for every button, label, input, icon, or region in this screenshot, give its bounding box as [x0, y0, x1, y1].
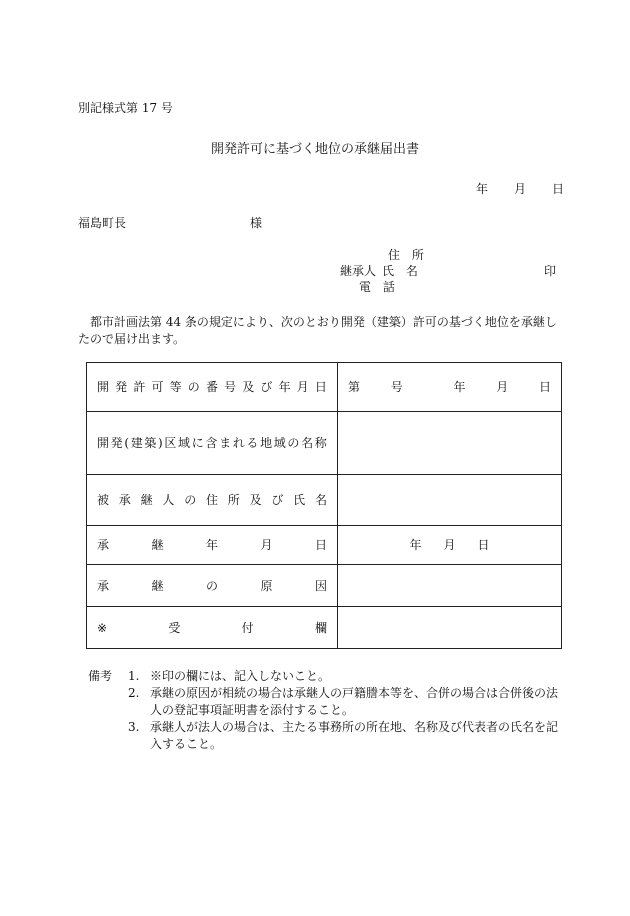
addressee-honorific: 様: [250, 216, 263, 230]
successor-role-label: 継承人: [340, 264, 377, 278]
notes-list: [128, 668, 564, 753]
row-label-permit-number: 開 発 許 可 等 の 番 号 及 び 年 月 日: [87, 363, 338, 412]
addressee: [78, 216, 263, 230]
permit-no-prefix: 第: [348, 380, 361, 394]
row-value-succession-date[interactable]: [338, 526, 562, 565]
row-label-area-name: 開 発 ( 建 築 ) 区 域 に 含 ま れ る 地 域 の 名 称: [87, 412, 338, 475]
form-table: [86, 362, 562, 649]
row-value-reception: [338, 607, 562, 649]
date-day-label: 日: [552, 182, 565, 196]
note-item: [128, 668, 564, 685]
row-value-permit-number[interactable]: [338, 363, 562, 412]
row-value-predecessor[interactable]: [338, 475, 562, 526]
successor-address-label: 住 所: [388, 248, 428, 262]
seal-mark: 印: [544, 264, 557, 278]
successor-phone-label: 電 話: [359, 280, 399, 294]
table-row: [87, 565, 562, 607]
permit-year-label: 年: [453, 380, 466, 394]
table-row: [87, 526, 562, 565]
succession-day-label: 日: [477, 538, 490, 552]
row-value-succession-cause[interactable]: [338, 565, 562, 607]
note-item: [128, 719, 564, 753]
notes-heading: 備考: [88, 669, 113, 683]
statement-text: 都市計画法第 44 条の規定により、次のとおり開発（建築）許可の基づく地位を承継したので届け出ます。: [78, 315, 557, 346]
row-label-succession-cause: 承 継 の 原 因: [87, 565, 338, 607]
table-row: [87, 607, 562, 649]
note-number: 2.: [128, 686, 140, 700]
row-label-predecessor: 被 承 継 人 の 住 所 及 び 氏 名: [87, 475, 338, 526]
date-month-label: 月: [514, 182, 527, 196]
note-text: 承継の原因が相続の場合は承継人の戸籍謄本等を、合併の場合は合併後の法人の登記事項証明書を添付すること。: [150, 686, 559, 717]
note-number: 1.: [128, 669, 140, 683]
permit-no-suffix: 号: [390, 380, 403, 394]
date-year-label: 年: [476, 182, 489, 196]
note-text: ※印の欄には、記入しないこと。: [150, 669, 331, 683]
table-row: [87, 475, 562, 526]
permit-day-label: 日: [538, 380, 551, 394]
document-title: 開発許可に基づく地位の承継届出書: [210, 142, 419, 157]
note-number: 3.: [128, 720, 140, 734]
row-label-succession-date: 承 継 年 月 日: [87, 526, 338, 565]
row-value-area-name[interactable]: [338, 412, 562, 475]
successor-name-label: 氏 名: [382, 264, 422, 278]
addressee-name: 福島町長: [78, 216, 127, 230]
succession-month-label: 月: [443, 538, 456, 552]
row-label-reception: ※ 受 付 欄: [87, 607, 338, 649]
succession-year-label: 年: [409, 538, 422, 552]
table-row: [87, 412, 562, 475]
table-row: [87, 363, 562, 412]
note-item: [128, 685, 564, 719]
note-text: 承継人が法人の場合は、主たる事務所の所在地、名称及び代表者の氏名を記入すること。: [150, 720, 559, 751]
submission-date: [476, 183, 564, 195]
permit-month-label: 月: [496, 380, 509, 394]
form-number: 別記様式第 17 号: [78, 101, 173, 115]
